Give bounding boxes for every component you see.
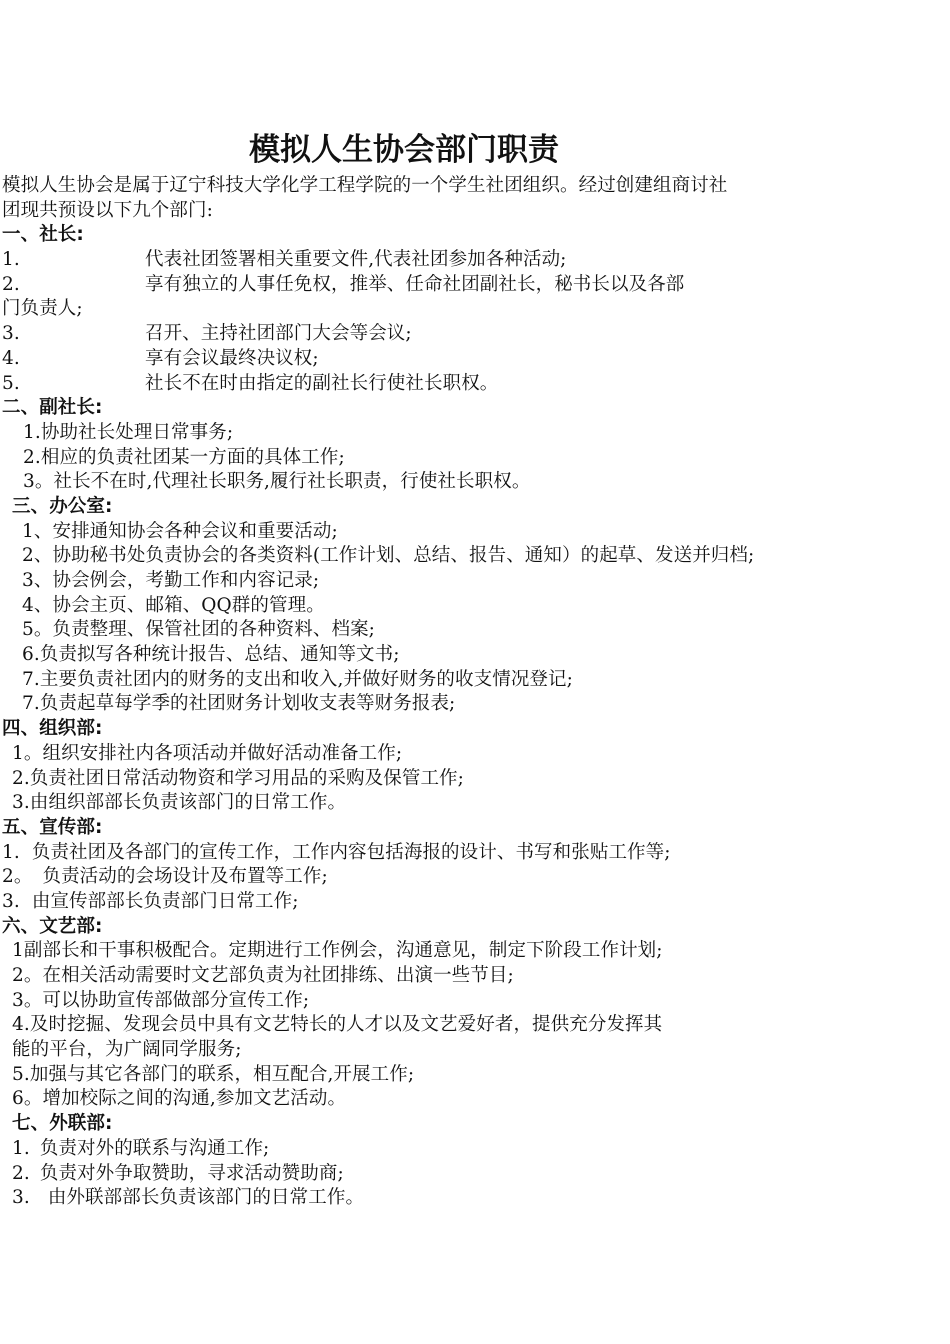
list-item: [2, 1162, 932, 1187]
list-item: 1、安排通知协会各种会议和重要活动;: [22, 520, 338, 542]
list-item: [2, 841, 932, 866]
item-text: 社长不在时由指定的副社长行使社长职权。: [145, 372, 499, 394]
item-number: 1.: [2, 841, 20, 863]
section-heading-arts: 六、文艺部:: [2, 915, 103, 937]
item-number: 5.: [2, 372, 20, 394]
list-item: 6.负责拟写各种统计报告、总结、通知等文书;: [22, 644, 400, 666]
section-heading-president: 一、社长:: [2, 224, 84, 246]
item-text: 负责活动的会场设计及布置等工作;: [42, 866, 328, 888]
list-item: 4、协会主页、邮箱、QQ群的管理。: [22, 594, 325, 616]
section-heading-external: 七、外联部:: [12, 1113, 113, 1135]
list-item: [2, 273, 932, 298]
intro-line: 团现共预设以下九个部门:: [2, 199, 213, 221]
item-number: 3.: [2, 323, 20, 345]
list-item: [2, 248, 932, 273]
section-heading-publicity: 五、宣传部:: [2, 816, 103, 838]
item-text: 负责对外的联系与沟通工作;: [39, 1137, 270, 1159]
section-heading-office: 三、办公室:: [12, 495, 113, 517]
list-item: 1。组织安排社内各项活动并做好活动准备工作;: [12, 742, 403, 764]
list-item-continuation: 能的平台，为广阔同学服务;: [12, 1039, 242, 1061]
item-number: 2.: [2, 273, 20, 295]
item-text: 代表社团签署相关重要文件,代表社团参加各种活动;: [145, 249, 567, 271]
list-item: 4.及时挖掘、发现会员中具有文艺特长的人才以及文艺爱好者，提供充分发挥其: [12, 1014, 663, 1036]
item-text: 负责对外争取赞助，寻求活动赞助商;: [39, 1162, 344, 1184]
list-item: 3.由组织部部长负责该部门的日常工作。: [12, 792, 347, 814]
list-item: [2, 372, 932, 397]
item-number: 2。: [2, 866, 33, 888]
list-item-continuation: 门负责人;: [2, 298, 83, 320]
item-text: 由宣传部部长负责部门日常工作;: [31, 890, 299, 912]
list-item: 7.负责起草每学季的社团财务计划收支表等财务报表;: [22, 693, 456, 715]
item-text: 享有会议最终决议权;: [145, 347, 319, 369]
list-item: 5。负责整理、保管社团的各种资料、档案;: [22, 619, 376, 641]
item-number: 3.: [12, 1187, 30, 1209]
item-text: 享有独立的人事任免权，推举、任命社团副社长，秘书长以及各部: [145, 273, 685, 295]
list-item: [2, 1186, 932, 1211]
item-number: 2.: [12, 1162, 30, 1184]
list-item: 3。可以协助宣传部做部分宣传工作;: [12, 989, 310, 1011]
list-item: [2, 347, 932, 372]
list-item: 3、协会例会，考勤工作和内容记录;: [22, 570, 320, 591]
section-heading-vice-president: 二、副社长:: [2, 397, 103, 419]
item-text: 召开、主持社团部门大会等会议;: [145, 323, 412, 345]
list-item: 7.主要负责社团内的财务的支出和收入,并做好财务的收支情况登记;: [22, 668, 573, 690]
item-text: 由外联部部长负责该部门的日常工作。: [47, 1187, 365, 1209]
section-heading-organization: 四、组织部:: [2, 718, 103, 740]
item-number: 4.: [2, 347, 20, 369]
list-item: [2, 865, 932, 890]
item-number: 1.: [12, 1137, 30, 1159]
list-item: 3。社长不在时,代理社长职务,履行社长职责，行使社长职权。: [23, 471, 531, 493]
list-item: [2, 890, 932, 915]
intro-line: 模拟人生协会是属于辽宁科技大学化学工程学院的一个学生社团组织。经过创建组商讨社: [2, 175, 728, 196]
list-item: 5.加强与其它各部门的联系，相互配合,开展工作;: [12, 1063, 415, 1085]
item-text: 负责社团及各部门的宣传工作，工作内容包括海报的设计、书写和张贴工作等;: [31, 841, 671, 863]
list-item: 1副部长和干事积极配合。定期进行工作例会，沟通意见，制定下阶段工作计划;: [12, 940, 663, 962]
list-item: 2。在相关活动需要时文艺部负责为社团排练、出演一些节目;: [12, 965, 514, 986]
list-item: 2.相应的负责社团某一方面的具体工作;: [23, 446, 345, 468]
item-number: 1.: [2, 249, 20, 271]
list-item: 6。增加校际之间的沟通,参加文艺活动。: [12, 1088, 347, 1110]
list-item: 2、协助秘书处负责协会的各类资料(工作计划、总结、报告、通知）的起草、发送并归档;: [22, 545, 755, 567]
list-item: [2, 1137, 932, 1162]
item-number: 3.: [2, 890, 20, 912]
list-item: [2, 322, 932, 347]
document-title: 模拟人生协会部门职责: [249, 132, 559, 168]
document-body: [2, 174, 932, 1211]
list-item: 2.负责社团日常活动物资和学习用品的采购及保管工作;: [12, 767, 464, 789]
list-item: 1.协助社长处理日常事务;: [23, 421, 234, 443]
